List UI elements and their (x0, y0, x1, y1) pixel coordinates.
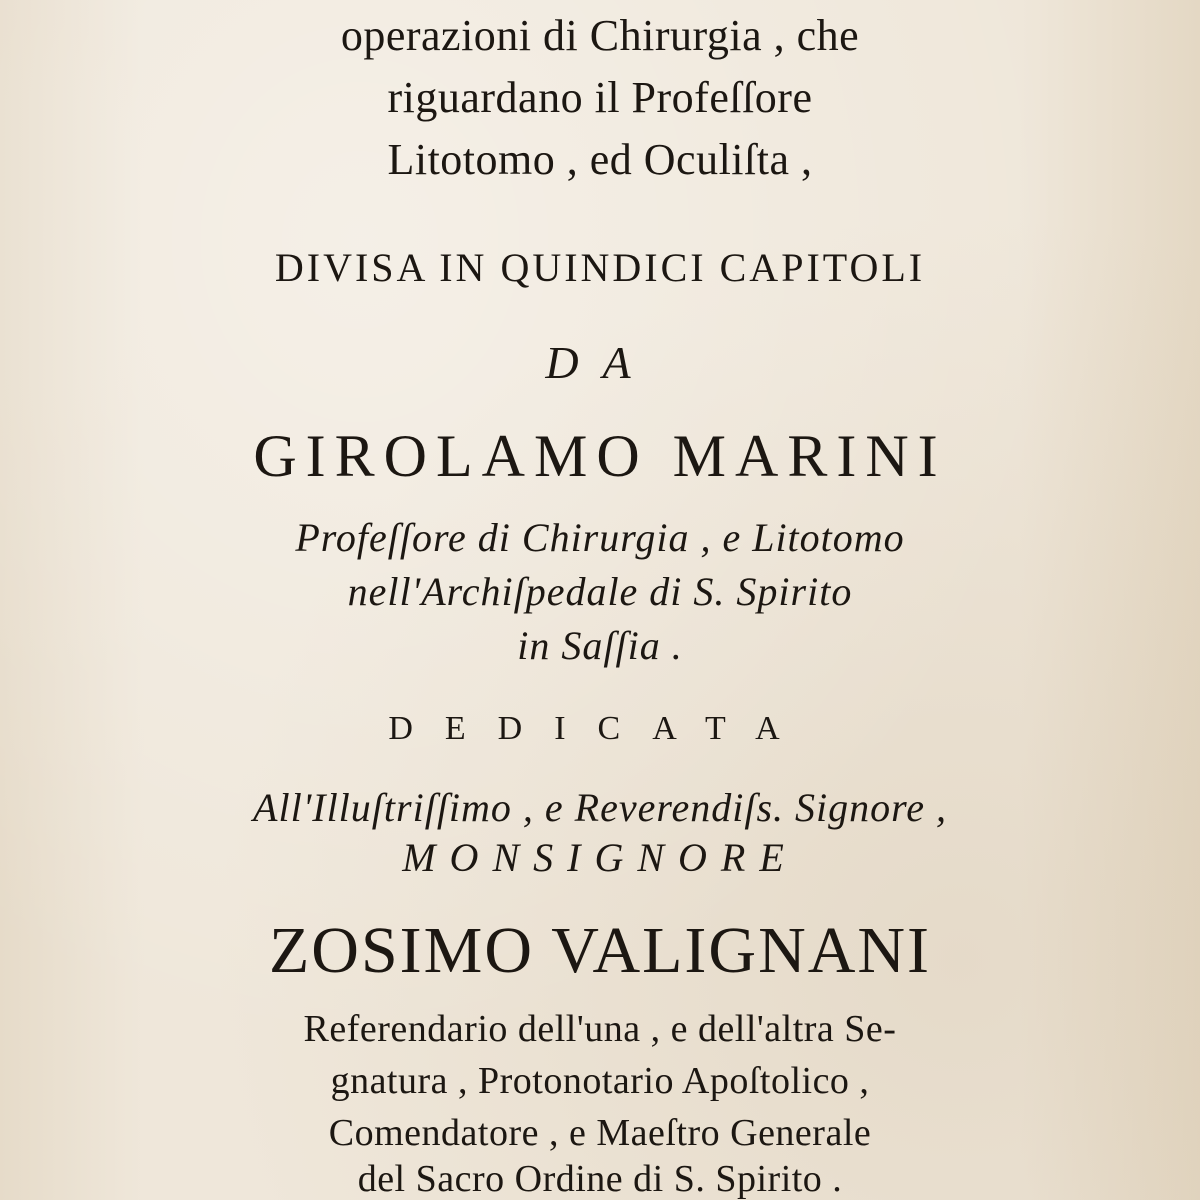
title-line-1: operazioni di Chirurgia , che (340, 11, 860, 60)
dedicatee-desc-line-4: del Sacro Ordine di S. Spirito . (357, 1158, 843, 1200)
dedicatee-desc-line-3: Comendatore , e Maeſtro Generale (328, 1112, 872, 1154)
division-line: DIVISA IN QUINDICI CAPITOLI (274, 245, 926, 290)
author-role-line-1: Profeſſore di Chirurgia , e Litotomo (295, 515, 905, 560)
dedicatee-title: MONSIGNORE (402, 835, 798, 880)
by-label: DA (545, 337, 655, 388)
title-line-2: riguardano il Profeſſore (387, 73, 813, 122)
dedicatee-desc-line-1: Referendario dell'una , e dell'altra Se- (303, 1008, 897, 1050)
author-name: GIROLAMO MARINI (253, 423, 947, 489)
dedicatee-name: ZOSIMO VALIGNANI (268, 914, 932, 987)
dedication-line-1: All'Illuſtriſſimo , e Reverendiſs. Signore , (253, 785, 947, 830)
author-role-line-2: nell'Archiſpedale di S. Spirito (347, 569, 853, 614)
author-role-line-3: in Saſſia . (517, 623, 683, 668)
dedicatee-desc-line-2: gnatura , Protonotario Apoſtolico , (330, 1060, 870, 1102)
dedication-heading: DEDICATA (388, 710, 812, 747)
title-line-3: Litotomo , ed Oculiſta , (387, 135, 813, 184)
